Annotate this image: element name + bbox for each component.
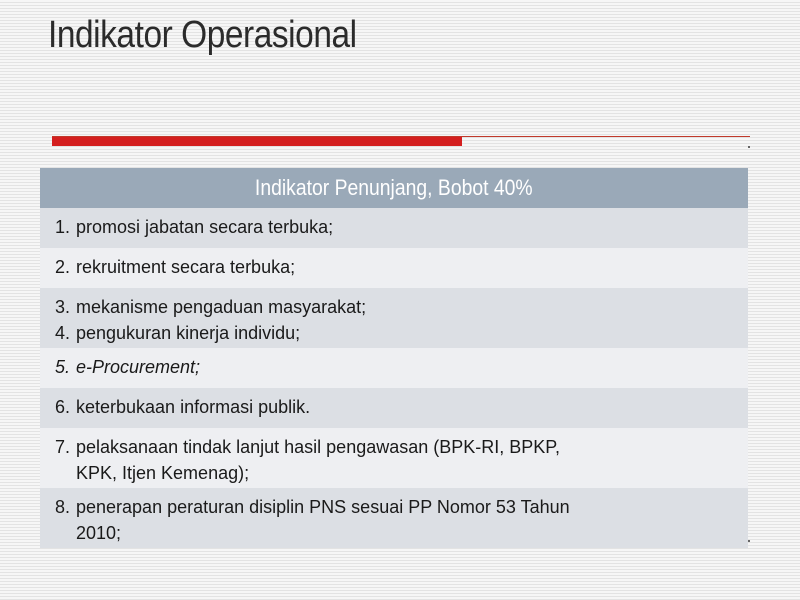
table-row (40, 208, 748, 248)
item-text: 2010; (76, 523, 122, 543)
item-text: mekanisme pengaduan masyarakat; (76, 297, 367, 317)
item-number: 2. (54, 257, 70, 277)
item-number: 7. (54, 437, 70, 457)
table-row (40, 428, 748, 488)
table-header (40, 168, 748, 208)
table-row (40, 248, 748, 288)
item-text: pengukuran kinerja individu; (76, 323, 301, 343)
table-row (40, 388, 748, 428)
item-number: 4. (54, 323, 70, 343)
corner-tick-bottom (748, 540, 750, 542)
corner-tick-top (748, 146, 750, 148)
divider-red-bar (52, 137, 462, 146)
item-number: 3. (54, 297, 70, 317)
item-number (40, 460, 76, 486)
item-text: e-Procurement; (76, 357, 201, 377)
indicator-table (40, 168, 748, 548)
item-text: penerapan peraturan disiplin PNS sesuai PP Nomor 53 Tahun (76, 497, 570, 517)
item-number: 6. (54, 397, 70, 417)
slide-title: Indikator Operasional (48, 14, 357, 56)
item-text: rekruitment secara terbuka; (76, 257, 296, 277)
item-text: promosi jabatan secara terbuka; (76, 217, 334, 237)
item-number (40, 520, 76, 546)
table-header-label: Indikator Penunjang, Bobot 40% (255, 175, 533, 200)
item-text: KPK, Itjen Kemenag); (76, 463, 250, 483)
item-text: pelaksanaan tindak lanjut hasil pengawasan (BPK-RI, BPKP, (76, 437, 560, 457)
item-text: keterbukaan informasi publik. (76, 397, 311, 417)
item-number: 5. (54, 357, 70, 377)
table-row (40, 348, 748, 388)
item-number: 8. (54, 497, 70, 517)
table-row (40, 288, 748, 348)
item-number: 1. (54, 217, 70, 237)
table-row (40, 488, 748, 548)
